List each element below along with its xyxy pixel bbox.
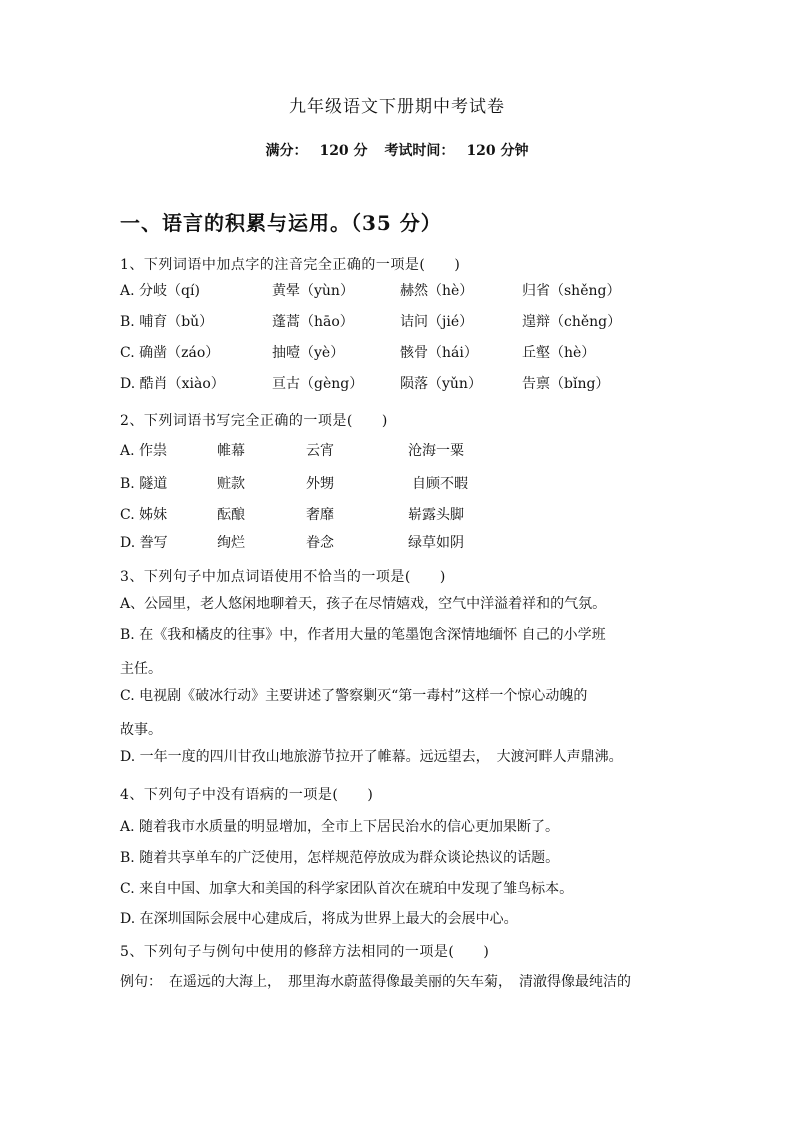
full-score-value: 120 分 (319, 143, 368, 159)
q2-d-3: 眷念 (306, 535, 334, 551)
question-1-stem: 1、下列词语中加点字的注音完全正确的一项是( ) (120, 257, 461, 273)
q2-a-4: 沧海一粟 (408, 443, 464, 459)
q2-d-4: 绿草如阴 (408, 535, 464, 551)
q1-c-2: 抽噎（yè） (272, 345, 345, 361)
q2-b-2: 赃款 (217, 476, 245, 492)
q2-a-2: 帷幕 (217, 443, 245, 459)
q1-d-2: 亘古（gèng） (272, 376, 364, 392)
q2-a-1: A. 作祟 (120, 443, 168, 459)
q5-example-text: 例句： 在遥远的大海上， 那里海水蔚蓝得像最美丽的矢车菊， 清澈得像最纯洁的 (120, 974, 631, 990)
time-label: 考试时间： (384, 143, 455, 159)
q1-c-4: 丘壑（hè） (522, 345, 596, 361)
q1-d-3: 陨落（yǔn） (400, 376, 482, 392)
q2-c-2: 酝酿 (217, 507, 245, 523)
q1-a-1: A. 分岐（qí) (120, 283, 200, 299)
full-score-label: 满分： (265, 143, 308, 159)
q3-option-b (120, 624, 676, 644)
q1-b-4: 遑辩（chěng） (522, 314, 622, 330)
q1-d-1: D. 酷肖（xiào） (120, 376, 225, 392)
exam-info (0, 140, 794, 160)
q1-c-1: C. 确凿（záo） (120, 345, 220, 361)
q2-b-1: B. 隧道 (120, 476, 168, 492)
q3-b-text-2: 主任。 (120, 661, 162, 677)
question-5-stem: 5、下列句子与例句中使用的修辞方法相同的一项是( ) (120, 944, 490, 960)
q3-d-text: D. 一年一度的四川甘孜山地旅游节拉开了帷幕。远远望去， 大渡河畔人声鼎沸。 (120, 749, 623, 765)
question-4-stem: 4、下列句子中没有语病的一项是( ) (120, 787, 374, 803)
q1-b-3: 诘问（jié） (400, 314, 474, 330)
q4-option-a: A. 随着我市水质量的明显增加，全市上下居民治水的信心更加果断了。 (120, 819, 560, 835)
q3-option-a (120, 593, 676, 613)
q2-b-3: 外甥 (306, 476, 334, 492)
section-heading: 一、语言的积累与运用。（35 分） (120, 211, 442, 235)
q1-c-3: 骸骨（hái） (400, 345, 478, 361)
q2-c-3: 奢靡 (306, 507, 334, 523)
question-3-stem: 3、下列句子中加点词语使用不恰当的一项是( ) (120, 569, 446, 585)
q3-c-text-1: C. 电视剧《破冰行动》主要讲述了警察剿灭“第一毒村”这样一个惊心动魄的 (120, 688, 588, 704)
q2-d-1: D. 誊写 (120, 535, 168, 551)
q2-a-3: 云宵 (306, 443, 334, 459)
q4-option-c: C. 来自中国、加拿大和美国的科学家团队首次在琥珀中发现了雏鸟标本。 (120, 881, 574, 897)
q2-c-4: 崭露头脚 (408, 507, 464, 523)
q3-b-text-1: B. 在《我和橘皮的往事》中，作者用大量的笔墨饱含深情地缅怀 自己的小学班 (120, 627, 606, 643)
q4-option-d: D. 在深圳国际会展中心建成后，将成为世界上最大的会展中心。 (120, 911, 518, 927)
q4-option-b: B. 随着共享单车的广泛使用，怎样规范停放成为群众谈论热议的话题。 (120, 850, 560, 866)
q1-b-1: B. 哺育（bǔ） (120, 314, 214, 330)
q3-option-c (120, 685, 676, 705)
exam-title: 九年级语文下册期中考试卷 (289, 97, 505, 117)
q1-a-4: 归省（shěng） (522, 283, 621, 299)
q3-option-d (120, 746, 676, 766)
q2-b-4: 自顾不暇 (412, 476, 468, 492)
q3-a-text: A、公园里，老人悠闲地聊着天，孩子在尽情嬉戏，空气中洋溢着祥和的气氛。 (120, 596, 607, 612)
q1-a-3: 赫然（hè） (400, 283, 474, 299)
q1-a-2: 黄晕（yùn） (272, 283, 354, 299)
q1-b-2: 蓬蒿（hāo） (272, 314, 354, 330)
time-value: 120 分钟 (466, 143, 529, 159)
q2-c-1: C. 姊妹 (120, 507, 168, 523)
q3-c-text-2: 故事。 (120, 722, 162, 738)
question-2-stem: 2、下列词语书写完全正确的一项是( ) (120, 413, 388, 429)
q5-example (120, 971, 676, 991)
q2-d-2: 绚烂 (217, 535, 245, 551)
q1-d-4: 告禀（bǐng） (522, 376, 610, 392)
